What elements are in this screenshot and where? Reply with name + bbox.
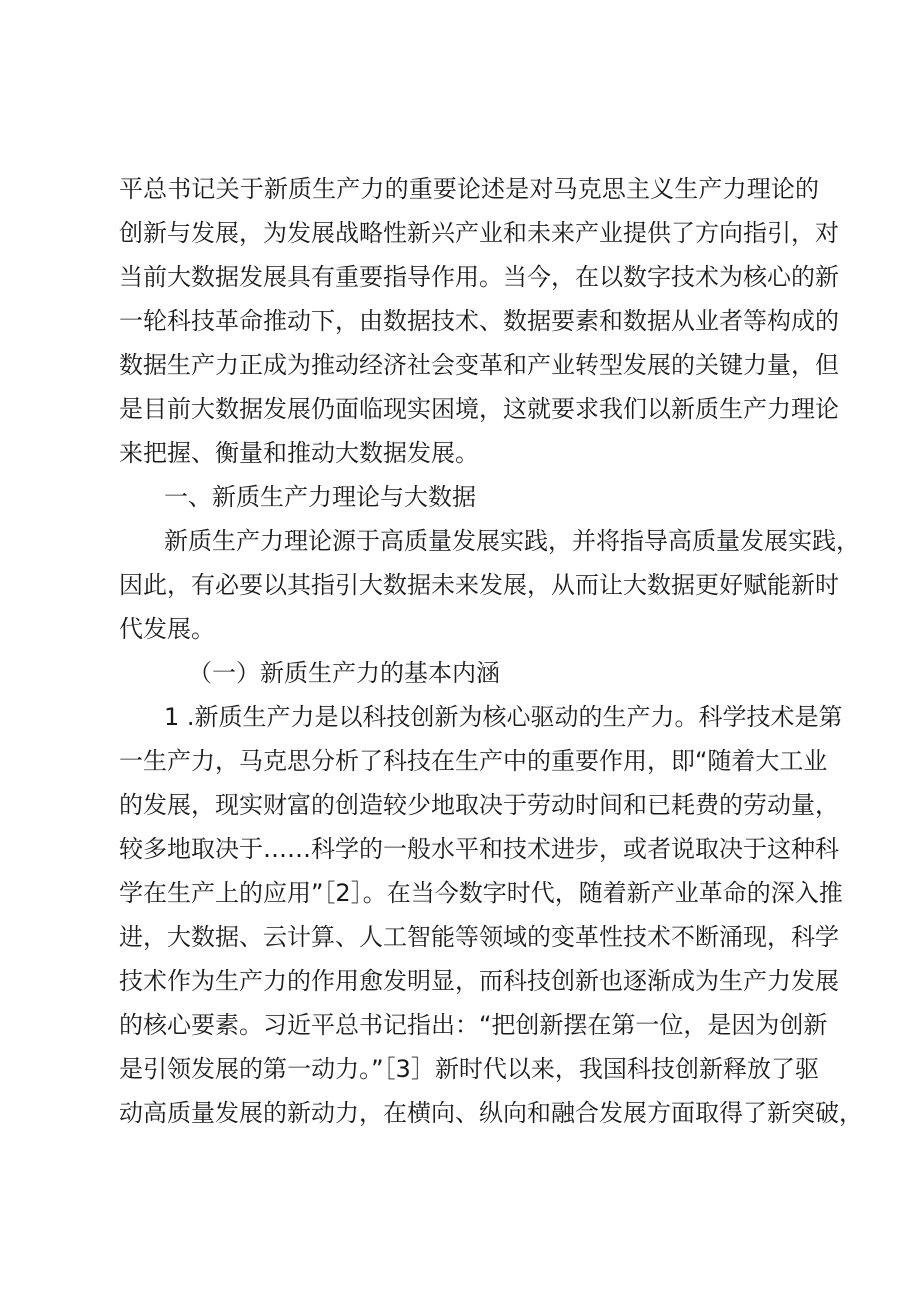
text-line: 的发展，现实财富的创造较少地取决于劳动时间和已耗费的劳动量， [119, 791, 839, 819]
text-line: 创新与发展，为发展战略性新兴产业和未来产业提供了方向指引，对 [119, 219, 839, 247]
text-line: 当前大数据发展具有重要指导作用。当今，在以数字技术为核心的新 [119, 263, 839, 291]
text-line: 的核心要素。习近平总书记指出：“把创新摆在第一位，是因为创新 [119, 1011, 828, 1039]
subsection-heading: （一）新质生产力的基本内涵 [188, 659, 500, 687]
text-line: 一生产力，马克思分析了科技在生产中的重要作用，即“随着大工业 [119, 747, 828, 775]
text-line: 数据生产力正成为推动经济社会变革和产业转型发展的关键力量，但 [119, 351, 839, 379]
text-line: 较多地取决于……科学的一般水平和技术进步，或者说取决于这种科 [119, 835, 839, 863]
text-line: 学在生产上的应用”［2］。在当今数字时代，随着新产业革命的深入推 [119, 879, 843, 907]
text-line: 1 .新质生产力是以科技创新为核心驱动的生产力。科学技术是第 [164, 703, 843, 731]
text-line: 一轮科技革命推动下，由数据技术、数据要素和数据从业者等构成的 [119, 307, 839, 335]
text-line: 是目前大数据发展仍面临现实困境，这就要求我们以新质生产力理论 [119, 395, 839, 423]
text-line: 技术作为生产力的作用愈发明显，而科技创新也逐渐成为生产力发展 [119, 967, 839, 995]
text-line: 代发展。 [119, 615, 215, 643]
text-line: 来把握、衡量和推动大数据发展。 [119, 439, 479, 467]
section-heading: 一、新质生产力理论与大数据 [164, 483, 476, 511]
text-line: 因此，有必要以其指引大数据未来发展，从而让大数据更好赋能新时 [119, 571, 839, 599]
text-line: 进，大数据、云计算、人工智能等领域的变革性技术不断涌现，科学 [119, 923, 839, 951]
text-line: 新质生产力理论源于高质量发展实践，并将指导高质量发展实践， [164, 527, 860, 555]
text-line: 是引领发展的第一动力。”［3］新时代以来，我国科技创新释放了驱 [119, 1055, 819, 1083]
text-line: 平总书记关于新质生产力的重要论述是对马克思主义生产力理论的 [119, 175, 819, 203]
text-line: 动高质量发展的新动力，在横向、纵向和融合发展方面取得了新突破， [119, 1099, 863, 1127]
